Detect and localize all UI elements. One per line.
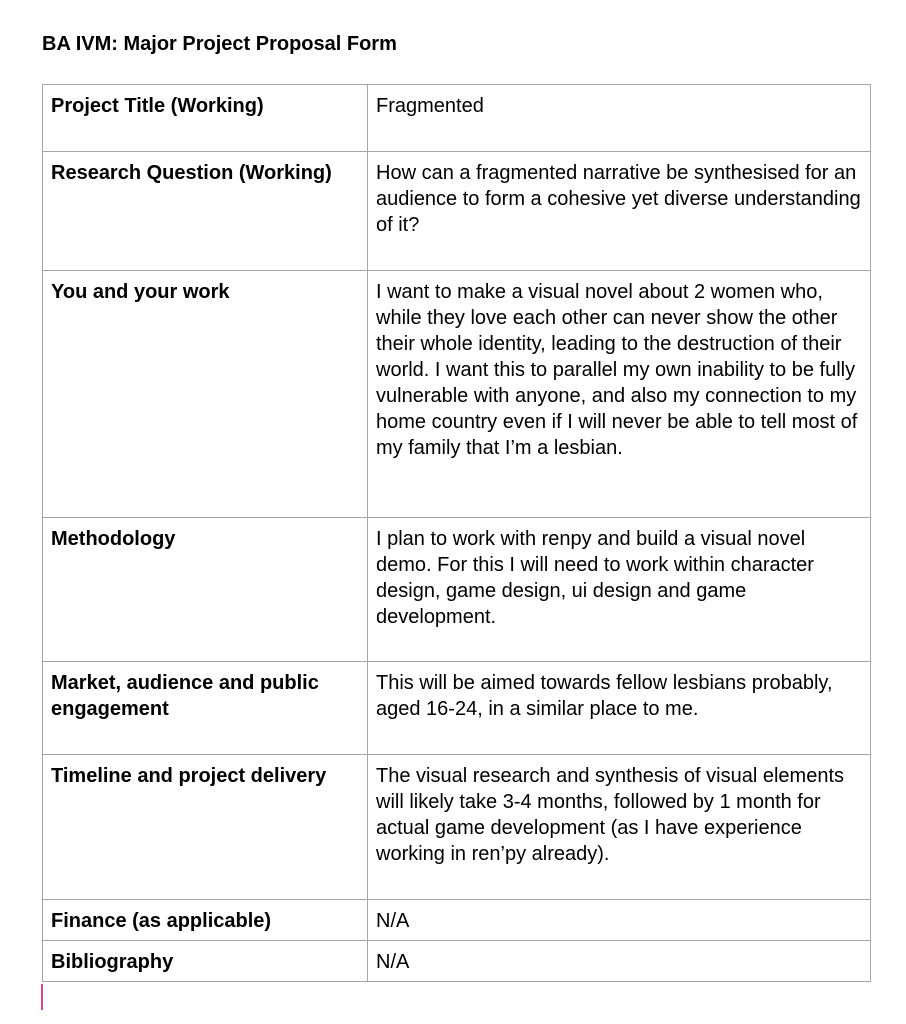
row-label-finance[interactable]: Finance (as applicable) [43, 900, 368, 941]
row-label-you-and-your-work[interactable]: You and your work [43, 271, 368, 518]
table-row [43, 85, 871, 152]
row-value-research-question[interactable]: How can a fragmented narrative be synthesised for an audience to form a cohesive yet diverse understanding of it? [368, 152, 871, 271]
table-row [43, 271, 871, 518]
row-label-methodology[interactable]: Methodology [43, 518, 368, 662]
table-row [43, 900, 871, 941]
row-label-bibliography[interactable]: Bibliography [43, 941, 368, 982]
row-value-project-title[interactable]: Fragmented [368, 85, 871, 152]
table-row [43, 755, 871, 900]
row-label-market-audience[interactable]: Market, audience and public engagement [43, 662, 368, 755]
row-value-bibliography[interactable]: N/A [368, 941, 871, 982]
row-value-market-audience[interactable]: This will be aimed towards fellow lesbians probably, aged 16-24, in a similar place to me. [368, 662, 871, 755]
table-row [43, 941, 871, 982]
proposal-table [42, 84, 871, 982]
row-value-finance[interactable]: N/A [368, 900, 871, 941]
row-value-you-and-your-work[interactable]: I want to make a visual novel about 2 women who, while they love each other can never show the other their whole identity, leading to the destruction of their world. I want this to parallel my own inability to be fully vulnerable with anyone, and also my connection to my home country even if I will never be able to tell most of my family that I’m a lesbian. [368, 271, 871, 518]
text-cursor [41, 984, 43, 1010]
row-label-project-title[interactable]: Project Title (Working) [43, 85, 368, 152]
table-row [43, 662, 871, 755]
table-row [43, 518, 871, 662]
row-value-timeline[interactable]: The visual research and synthesis of visual elements will likely take 3-4 months, followed by 1 month for actual game development (as I have experience working in ren’py already). [368, 755, 871, 900]
row-label-timeline[interactable]: Timeline and project delivery [43, 755, 368, 900]
table-row [43, 152, 871, 271]
document-title: BA IVM: Major Project Proposal Form [42, 33, 397, 55]
row-value-methodology[interactable]: I plan to work with renpy and build a visual novel demo. For this I will need to work within character design, game design, ui design and game development. [368, 518, 871, 662]
row-label-research-question[interactable]: Research Question (Working) [43, 152, 368, 271]
